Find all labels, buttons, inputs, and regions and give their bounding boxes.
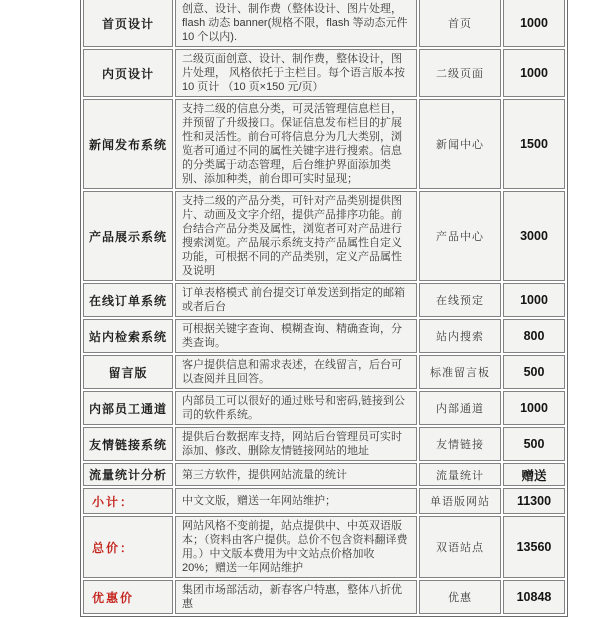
category-cell: 流量统计 — [419, 463, 501, 486]
desc-cell: 网站风格不变前提，站点提供中、中英双语版本；（资料由客户提供。总价不包含资料翻译费用。）中文版本费用为中文站点价格加收 20%；赠送一年网站维护 — [175, 516, 417, 578]
table-row — [83, 283, 565, 317]
item-cell: 小计： — [83, 488, 173, 514]
category-cell: 双语站点 — [419, 516, 501, 578]
category-cell: 内部通道 — [419, 391, 501, 425]
price-cell: 1000 — [503, 283, 565, 317]
item-cell: 产品展示系统 — [83, 191, 173, 281]
price-table-body — [83, 0, 565, 614]
item-cell: 首页设计 — [83, 0, 173, 47]
price-cell: 13560 — [503, 516, 565, 578]
table-row — [83, 516, 565, 578]
table-row — [83, 463, 565, 486]
desc-cell: 订单表格模式 前台提交订单发送到指定的邮箱或者后台 — [175, 283, 417, 317]
desc-cell: 客户提供信息和需求表述，在线留言，后台可以查阅并且回答。 — [175, 355, 417, 389]
price-cell: 500 — [503, 427, 565, 461]
item-cell: 内页设计 — [83, 49, 173, 97]
price-cell: 800 — [503, 319, 565, 353]
category-cell: 友情链接 — [419, 427, 501, 461]
category-cell: 在线预定 — [419, 283, 501, 317]
desc-cell: 内部员工可以很好的通过账号和密码,链接到公司的软件系统。 — [175, 391, 417, 425]
table-row — [83, 49, 565, 97]
table-row — [83, 99, 565, 189]
price-cell: 1000 — [503, 391, 565, 425]
price-cell: 3000 — [503, 191, 565, 281]
table-row — [83, 191, 565, 281]
category-cell: 优惠 — [419, 580, 501, 614]
table-row — [83, 0, 565, 47]
desc-cell: 集团市场部活动，新春客户特惠，整体八折优惠 — [175, 580, 417, 614]
category-cell: 单语版网站 — [419, 488, 501, 514]
item-cell: 内部员工通道 — [83, 391, 173, 425]
item-cell: 优惠价 — [83, 580, 173, 614]
price-cell: 10848 — [503, 580, 565, 614]
table-row — [83, 580, 565, 614]
table-row — [83, 319, 565, 353]
desc-cell: 中文文版，赠送一年网站维护； — [175, 488, 417, 514]
item-cell: 在线订单系统 — [83, 283, 173, 317]
desc-cell: 支持二级的信息分类，可灵活管理信息栏目，并预留了升级接口。保证信息发布栏目的扩展性和灵活性。前台可将信息分为几大类别，浏览者可通过不同的属性关键字进行搜索。信息的分类属于动态管理，后台维护界面添加类别、添加种类，前台即可实时显现； — [175, 99, 417, 189]
item-cell: 留言版 — [83, 355, 173, 389]
table-row — [83, 488, 565, 514]
category-cell: 标准留言板 — [419, 355, 501, 389]
price-cell: 1500 — [503, 99, 565, 189]
category-cell: 产品中心 — [419, 191, 501, 281]
item-cell: 站内检索系统 — [83, 319, 173, 353]
desc-cell: 创意、设计、制作费（整体设计、图片处理，flash 动态 banner(规格不限，flash 等动态元件 10 个以内). — [175, 0, 417, 47]
desc-cell: 提供后台数据库支持，网站后台管理员可实时添加、修改、删除友情链接网站的地址 — [175, 427, 417, 461]
price-table-wrap — [80, 0, 558, 617]
category-cell: 站内搜索 — [419, 319, 501, 353]
item-cell: 友情链接系统 — [83, 427, 173, 461]
price-table — [80, 0, 568, 617]
table-row — [83, 427, 565, 461]
desc-cell: 第三方软件，提供网站流量的统计 — [175, 463, 417, 486]
desc-cell: 可根据关键字查询、模糊查询、精确查询，分类查询。 — [175, 319, 417, 353]
price-cell: 赠送 — [503, 463, 565, 486]
item-cell: 总价： — [83, 516, 173, 578]
item-cell: 新闻发布系统 — [83, 99, 173, 189]
category-cell: 二级页面 — [419, 49, 501, 97]
desc-cell: 支持二级的产品分类，可针对产品类别提供图片、动画及文字介绍，提供产品排序功能。前台结合产品分类及属性，浏览者可对产品进行搜索浏览。产品展示系统支持产品属性自定义功能，可根据不同的产品类别，定义产品属性及说明 — [175, 191, 417, 281]
category-cell: 新闻中心 — [419, 99, 501, 189]
price-cell: 500 — [503, 355, 565, 389]
table-row — [83, 355, 565, 389]
category-cell: 首页 — [419, 0, 501, 47]
item-cell: 流量统计分析 — [83, 463, 173, 486]
price-cell: 1000 — [503, 0, 565, 47]
price-cell: 11300 — [503, 488, 565, 514]
table-row — [83, 391, 565, 425]
desc-cell: 二级页面创意、设计、制作费，整体设计，图片处理， 风格依托于主栏目。每个语言版本按 10 页计 （10 页×150 元/页） — [175, 49, 417, 97]
price-cell: 1000 — [503, 49, 565, 97]
